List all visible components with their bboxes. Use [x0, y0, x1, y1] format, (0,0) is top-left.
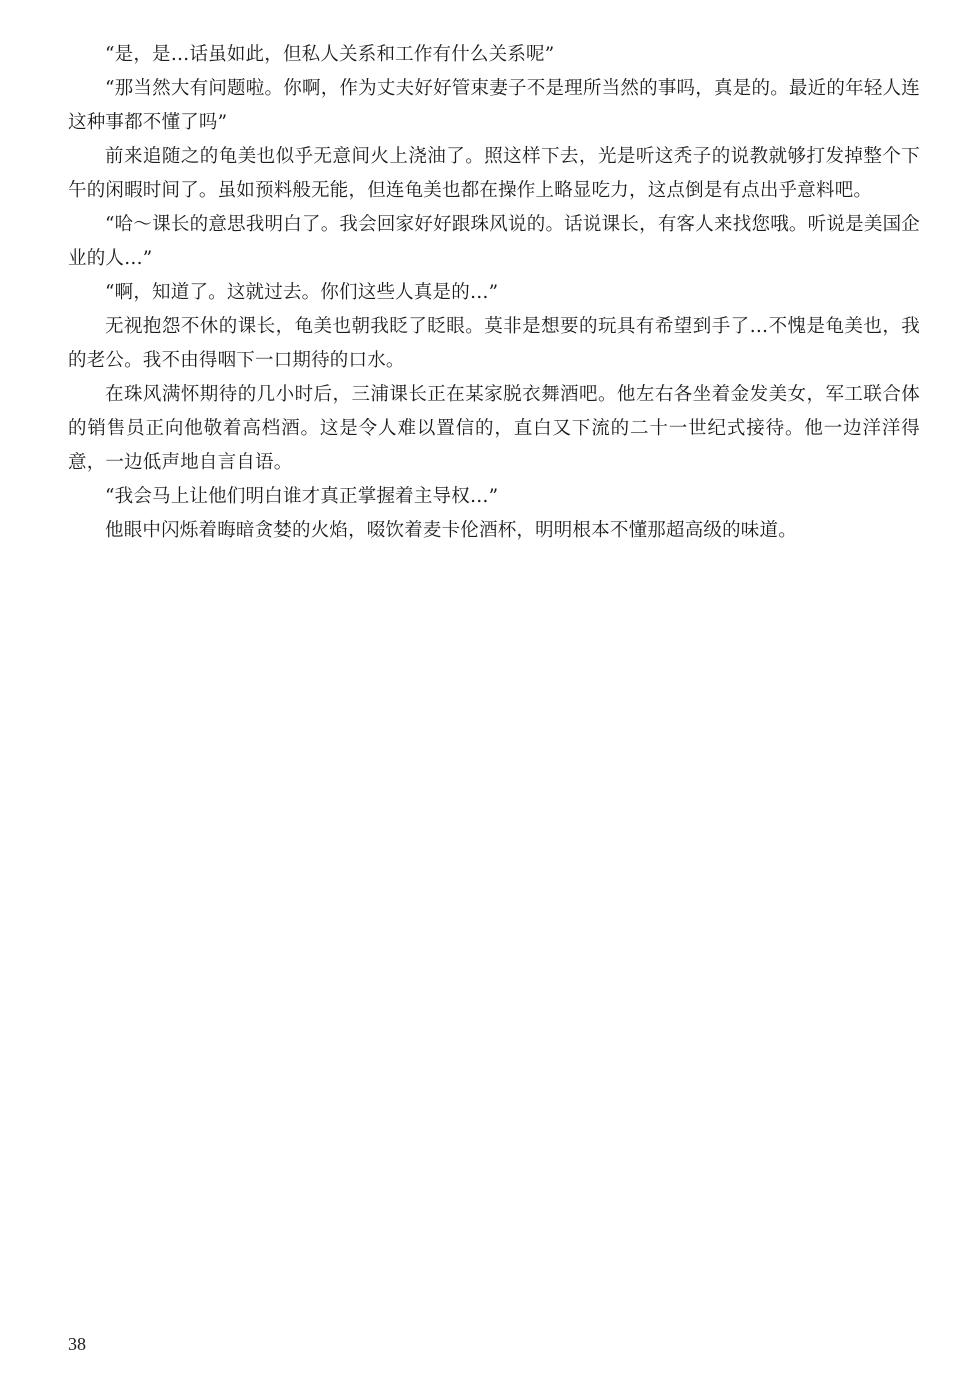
paragraph-7: 在珠风满怀期待的几小时后，三浦课长正在某家脱衣舞酒吧。他左右各坐着金发美女，军工联合体的销售员正向他敬着高档酒。这是令人难以置信的，直白又下流的二十一世纪式接待。他一边洋洋得意，一边低声地自言自语。 — [68, 384, 920, 473]
paragraph-4: “哈～课长的意思我明白了。我会回家好好跟珠风说的。话说课长，有客人来找您哦。听说是美国企业的人…” — [68, 214, 920, 269]
page-number: 38 — [68, 1334, 86, 1354]
paragraph-5: “啊，知道了。这就过去。你们这些人真是的…” — [105, 282, 499, 303]
paragraph-2: “那当然大有问题啦。你啊，作为丈夫好好管束妻子不是理所当然的事吗，真是的。最近的年轻人连这种事都不懂了吗” — [68, 78, 920, 133]
paragraph-3: 前来追随之的龟美也似乎无意间火上浇油了。照这样下去，光是听这秃子的说教就够打发掉整个下午的闲暇时间了。虽如预料般无能，但连龟美也都在操作上略显吃力，这点倒是有点出乎意料吧。 — [68, 146, 920, 201]
paragraph-6: 无视抱怨不休的课长，龟美也朝我眨了眨眼。莫非是想要的玩具有希望到手了…不愧是龟美也，我的老公。我不由得咽下一口期待的口水。 — [68, 316, 920, 371]
paragraph-1: “是，是…话虽如此，但私人关系和工作有什么关系呢” — [105, 44, 555, 65]
paragraph-9: 他眼中闪烁着晦暗贪婪的火焰，啜饮着麦卡伦酒杯，明明根本不懂那超高级的味道。 — [105, 520, 797, 541]
paragraph-8: “我会马上让他们明白谁才真正掌握着主导权…” — [105, 486, 499, 507]
page-body — [68, 38, 920, 548]
